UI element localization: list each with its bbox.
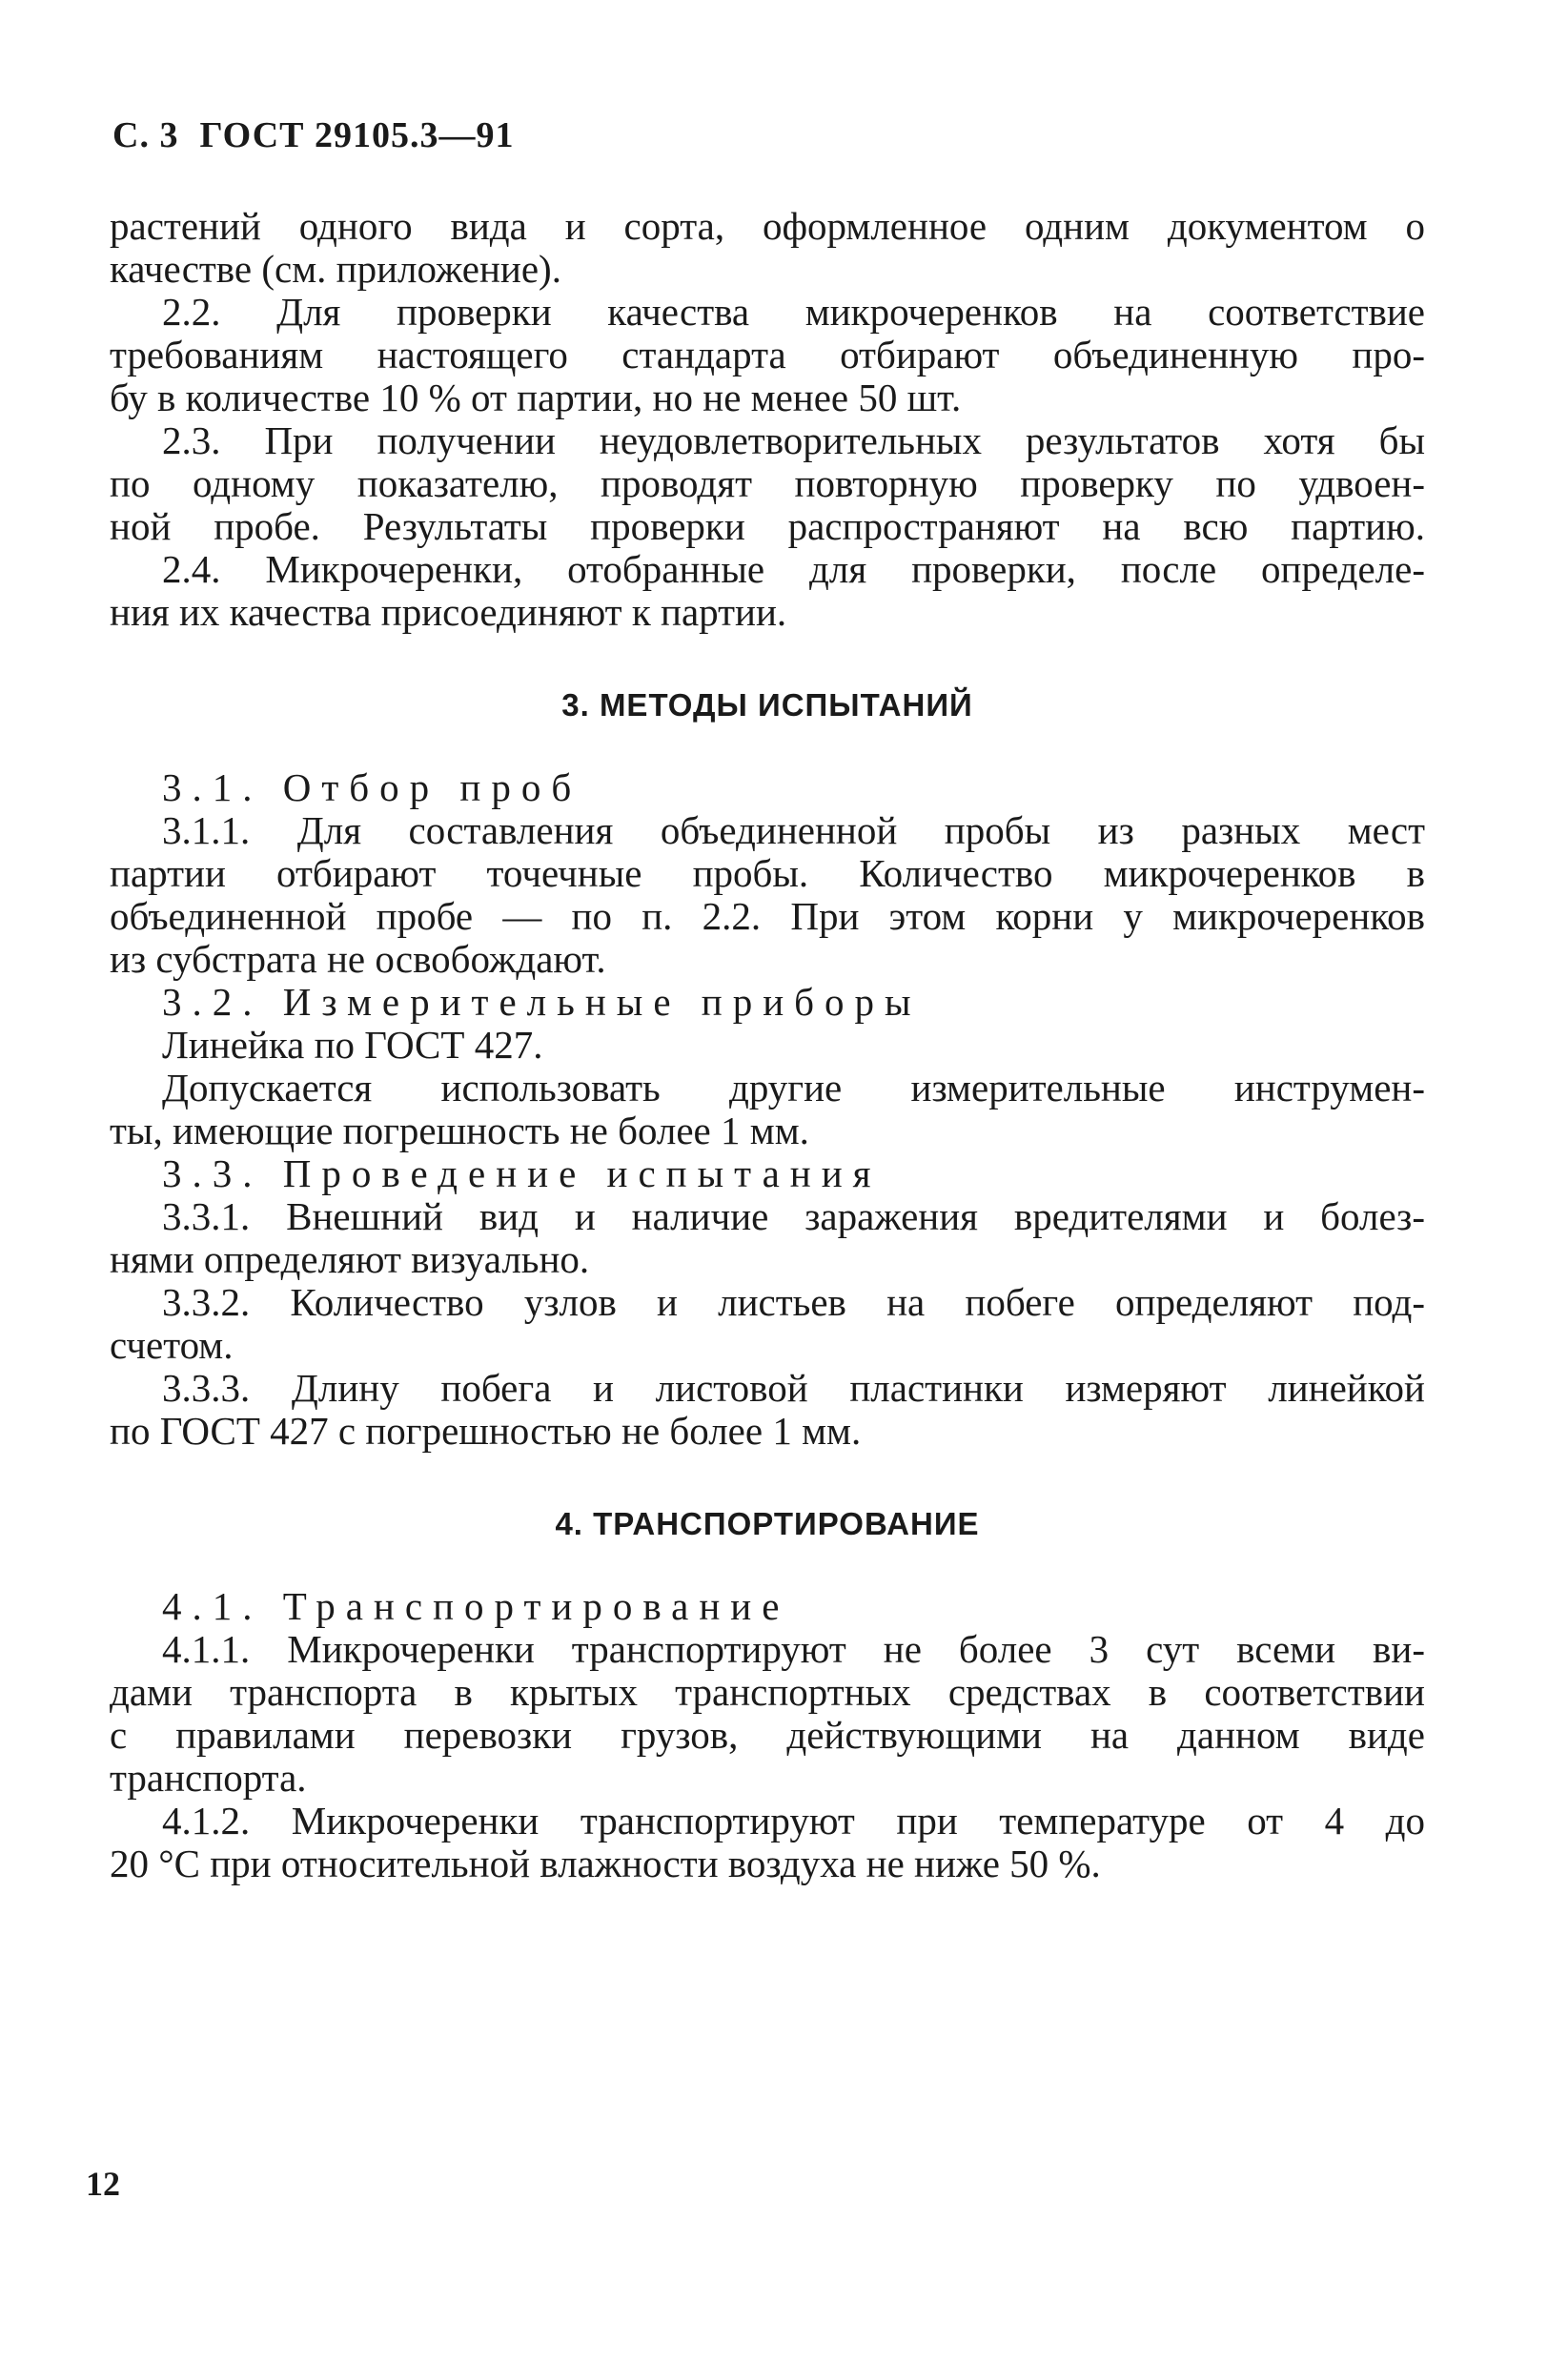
- text-line: с правилами перевозки грузов, действующими на данном виде: [110, 1713, 1425, 1757]
- text-line: требованиям настоящего стандарта отбирают объединенную про-: [110, 333, 1425, 377]
- text-line: бу в количестве 10 % от партии, но не менее 50 шт.: [110, 376, 962, 419]
- text-line: Допускается использовать другие измерительные инструмен-: [162, 1066, 1425, 1110]
- text-line: 4.1.2. Микрочеренки транспортируют при температуре от 4 до: [162, 1799, 1425, 1843]
- header-page-ref: С. 3: [112, 115, 179, 155]
- text-line: 3.1.1. Для составления объединенной пробы из разных мест: [162, 808, 1425, 852]
- text-line: ной пробе. Результаты проверки распространяют на всю партию.: [110, 504, 1425, 548]
- section-heading-3: 3. МЕТОДЫ ИСПЫТАНИЙ: [561, 687, 973, 723]
- document-body: [110, 205, 1425, 1885]
- text-line: ния их качества присоединяют к партии.: [110, 590, 787, 634]
- text-line: счетом.: [110, 1323, 234, 1367]
- text-line: партии отбирают точечные пробы. Количество микрочеренков в: [110, 851, 1425, 895]
- page-number: 12: [86, 2165, 120, 2203]
- text-line: дами транспорта в крытых транспортных средствах в соответствии: [110, 1670, 1425, 1714]
- subsection-title: 3.1. Отбор проб: [162, 765, 582, 809]
- text-line: растений одного вида и сорта, оформленное одним документом о: [110, 204, 1425, 248]
- text-line: 2.2. Для проверки качества микрочеренков на соответствие: [162, 290, 1425, 334]
- text-line: 3.3.1. Внешний вид и наличие заражения вредителями и болез-: [162, 1194, 1425, 1238]
- text-line: 4.1.1. Микрочеренки транспортируют не более 3 сут всеми ви-: [162, 1627, 1425, 1671]
- page-header: [112, 114, 536, 156]
- text-line: из субстрата не освобождают.: [110, 937, 606, 981]
- text-line: 2.3. При получении неудовлетворительных результатов хотя бы: [162, 418, 1425, 462]
- subsection-title: 3.3. Проведение испытания: [162, 1151, 882, 1195]
- text-line: по одному показателю, проводят повторную проверку по удвоен-: [110, 461, 1425, 505]
- text-line: объединенной пробе — по п. 2.2. При этом корни у микрочеренков: [110, 894, 1425, 938]
- text-line: 3.3.3. Длину побега и листовой пластинки измеряют линейкой: [162, 1366, 1425, 1410]
- text-line: 2.4. Микрочеренки, отобранные для проверки, после определе-: [162, 547, 1425, 591]
- subsection-title: 4.1. Транспортирование: [162, 1584, 790, 1628]
- text-line: по ГОСТ 427 с погрешностью не более 1 мм.: [110, 1409, 862, 1453]
- text-line: качестве (см. приложение).: [110, 247, 561, 291]
- text-line: Линейка по ГОСТ 427.: [162, 1023, 543, 1067]
- text-line: 3.3.2. Количество узлов и листьев на побеге определяют под-: [162, 1280, 1425, 1324]
- text-line: нями определяют визуально.: [110, 1237, 590, 1281]
- text-line: ты, имеющие погрешность не более 1 мм.: [110, 1109, 809, 1152]
- text-line: транспорта.: [110, 1756, 307, 1800]
- text-line: 20 °C при относительной влажности воздуха не ниже 50 %.: [110, 1842, 1101, 1885]
- section-heading-4: 4. ТРАНСПОРТИРОВАНИЕ: [555, 1506, 980, 1541]
- header-standard-code: ГОСТ 29105.3—91: [199, 115, 515, 155]
- subsection-title: 3.2. Измерительные приборы: [162, 980, 922, 1024]
